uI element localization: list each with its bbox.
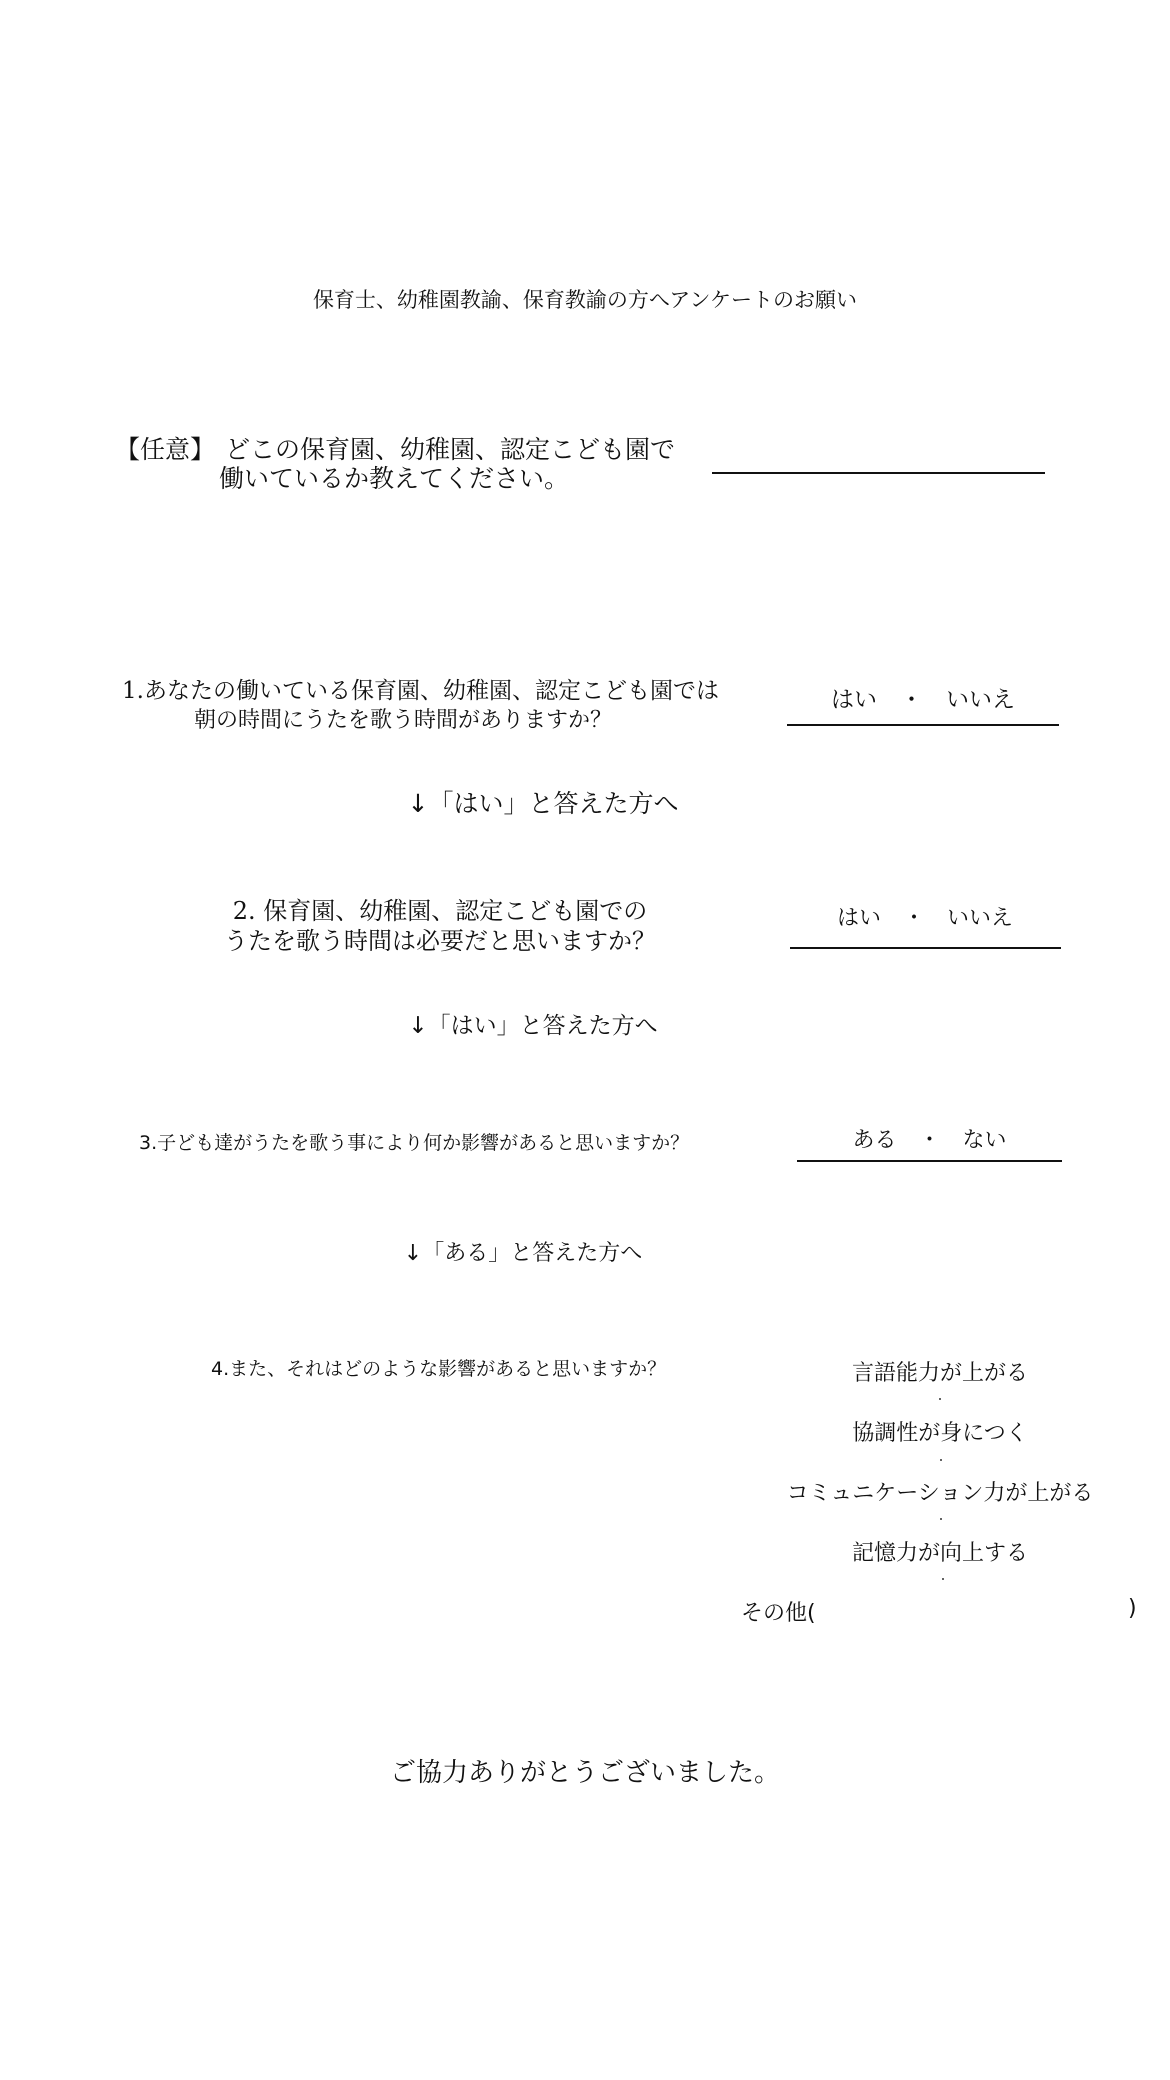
q1-line2: 朝の時間にうたを歌う時間がありますか？ <box>194 708 613 733</box>
q2-line2: うたを歌う時間は必要だと思いますか？ <box>224 927 656 955</box>
q3-answer-line <box>797 1160 1062 1162</box>
arrow-note-3: ↓「ある」と答えた方へ <box>403 1241 643 1266</box>
q2-answer-line <box>790 947 1061 949</box>
arrow-note-1: ↓「はい」と答えた方へ <box>407 789 679 818</box>
q3-question: 3.子ども達がうたを歌う事により何か影響があると思いますか？ <box>139 1132 690 1154</box>
q4-option-memory[interactable]: 記憶力が向上する <box>851 1541 1028 1566</box>
thanks-message: ご協力ありがとうございました。 <box>389 1758 780 1788</box>
workplace-answer-line[interactable] <box>712 472 1045 474</box>
q4-option-language[interactable]: 言語能力が上がる <box>851 1361 1028 1386</box>
optional-tag: 【任意】 <box>115 435 216 464</box>
optional-question-line1: どこの保育園、幼稚園、認定こども園で <box>225 435 676 464</box>
q2-line1: 2. 保育園、幼稚園、認定こども園での <box>232 897 648 925</box>
separator-dot <box>940 1518 942 1520</box>
arrow-note-2: ↓「はい」と答えた方へ <box>408 1013 658 1039</box>
q4-question: 4.また、それはどのような影響があると思いますか？ <box>211 1358 667 1380</box>
separator-dot <box>939 1398 941 1400</box>
q1-answer-choices[interactable]: はい ・ いいえ <box>831 687 1015 713</box>
optional-question-line2: 働いているか教えてください。 <box>219 464 570 493</box>
page-title: 保育士、幼稚園教諭、保育教諭の方へアンケートのお願い <box>312 288 858 312</box>
q4-other-close-paren: ) <box>1128 1596 1137 1621</box>
separator-dot <box>942 1578 944 1580</box>
q4-option-other[interactable]: その他( <box>741 1601 816 1626</box>
q4-option-communication[interactable]: コミュニケーション力が上がる <box>786 1481 1094 1506</box>
q3-answer-choices[interactable]: ある ・ ない <box>852 1128 1007 1153</box>
q2-answer-choices[interactable]: はい ・ いいえ <box>836 906 1013 931</box>
q1-line1: 1.あなたの働いている保育園、幼稚園、認定こども園では <box>122 678 719 704</box>
q1-answer-line <box>787 724 1059 726</box>
separator-dot <box>940 1459 942 1461</box>
q4-option-cooperation[interactable]: 協調性が身につく <box>852 1421 1028 1446</box>
